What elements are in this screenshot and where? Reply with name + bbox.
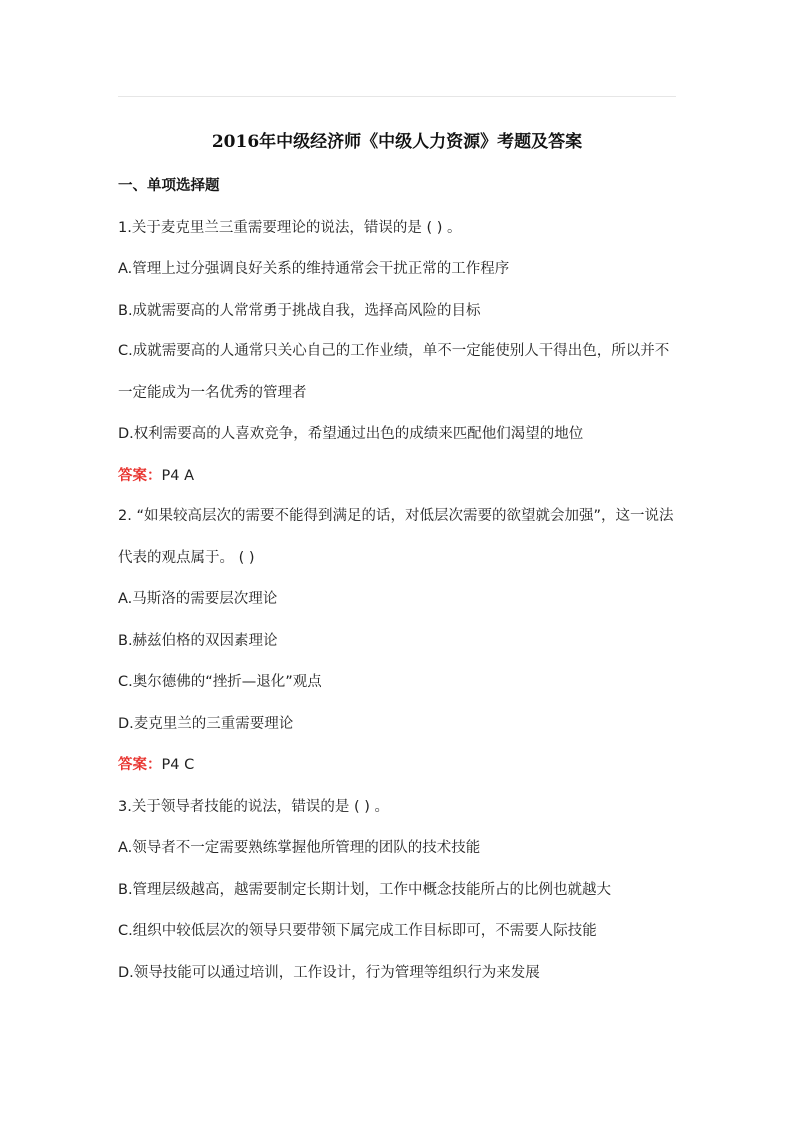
question-2-stem: 2. “如果较高层次的需要不能得到满足的话，对低层次需要的欲望就会加强”，这一说法代表的观点属于。 ( ) bbox=[118, 508, 674, 566]
section-heading: 一、单项选择题 bbox=[118, 178, 220, 194]
answer-value: P4 A bbox=[161, 467, 194, 484]
question-1-option-d: D.权利需要高的人喜欢竞争，希望通过出色的成绩来匹配他们渴望的地位 bbox=[118, 426, 584, 442]
question-1-option-c: C.成就需要高的人通常只关心自己的工作业绩，单不一定能使别人干得出色，所以并不一定能成为一名优秀的管理者 bbox=[118, 343, 670, 401]
question-3-option-d: D.领导技能可以通过培训，工作设计，行为管理等组织行为来发展 bbox=[118, 964, 540, 981]
question-1-answer bbox=[118, 462, 678, 490]
document-body bbox=[118, 172, 678, 1000]
question-3-option-c: C.组织中较低层次的领导只要带领下属完成工作目标即可，不需要人际技能 bbox=[118, 923, 597, 939]
answer-label: 答案： bbox=[118, 757, 162, 773]
question-1-option-b: B.成就需要高的人常常勇于挑战自我，选择高风险的目标 bbox=[118, 302, 481, 319]
question-1-option-a: A.管理上过分强调良好关系的维持通常会干扰正常的工作程序 bbox=[118, 261, 510, 277]
answer-label: 答案： bbox=[118, 467, 162, 484]
question-3-option-b: B.管理层级越高，越需要制定长期计划，工作中概念技能所占的比例也就越大 bbox=[118, 881, 612, 898]
question-1-stem: 1.关于麦克里兰三重需要理论的说法，错误的是 ( ) 。 bbox=[118, 219, 462, 236]
question-2-option-d: D.麦克里兰的三重需要理论 bbox=[118, 715, 294, 732]
question-3-option-a: A.领导者不一定需要熟练掌握他所管理的团队的技术技能 bbox=[118, 840, 481, 856]
question-2-option-c: C.奥尔德佛的“挫折—退化”观点 bbox=[118, 674, 322, 690]
question-2-option-b: B.赫兹伯格的双因素理论 bbox=[118, 632, 278, 649]
question-2-option-a: A.马斯洛的需要层次理论 bbox=[118, 591, 278, 607]
question-2-answer bbox=[118, 751, 678, 779]
header-divider bbox=[118, 96, 676, 97]
document-title: 2016年中级经济师《中级人力资源》考题及答案 bbox=[211, 132, 583, 152]
question-3-stem: 3.关于领导者技能的说法，错误的是 ( ) 。 bbox=[118, 798, 389, 815]
answer-value: P4 C bbox=[161, 757, 195, 773]
